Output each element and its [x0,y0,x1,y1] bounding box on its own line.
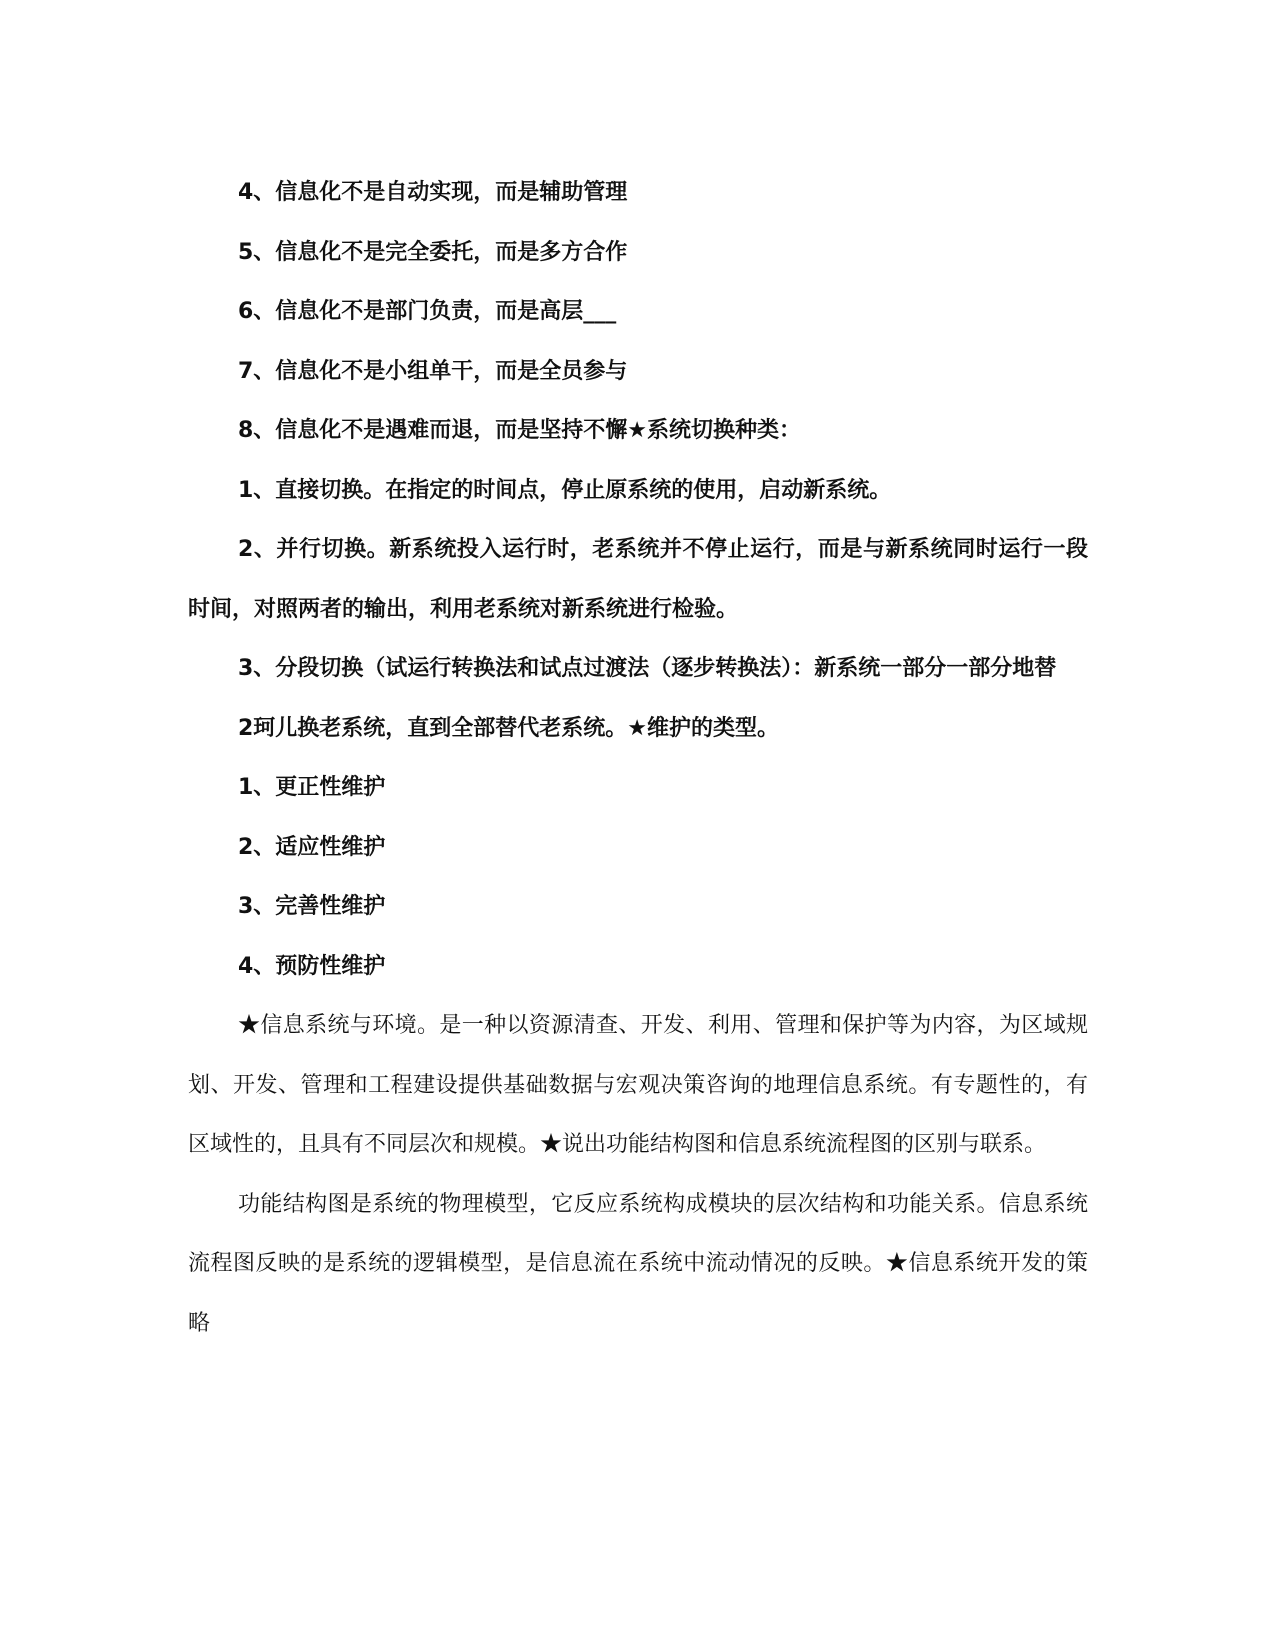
paragraph-5: 8、信息化不是遇难而退，而是坚持不懈★系统切换种类： [238,418,802,443]
paragraph-14: ★信息系统与环境。是一种以资源清查、开发、利用、管理和保护等为内容，为区域规划、开发、管理和工程建设提供基础数据与宏观决策咨询的地理信息系统。有专题性的，有区域性的，且具有不同层次和规模。★说出功能结构图和信息系统流程图的区别与联系。 [188,1013,1088,1157]
paragraph-11: 2、适应性维护 [238,834,386,860]
paragraph-15: 功能结构图是系统的物理模型，它反应系统构成模块的层次结构和功能关系。信息系统流程图反映的是系统的逻辑模型，是信息流在系统中流动情况的反映。★信息系统开发的策略 [188,1191,1088,1336]
paragraph-10: 1、更正性维护 [238,775,386,800]
paragraph-2: 5、信息化不是完全委托，而是多方合作 [238,239,628,265]
paragraph-1: 4、信息化不是自动实现，而是辅助管理 [238,180,628,205]
paragraph-8: 3、分段切换（试运行转换法和试点过渡法（逐步转换法）：新系统一部分一部分地替 [238,656,1057,681]
paragraph-7: 2、并行切换。新系统投入运行时，老系统并不停止运行，而是与新系统同时运行一段时间，对照两者的输出，利用老系统对新系统进行检验。 [188,537,1088,622]
document-body [188,163,1088,1353]
paragraph-13: 4、预防性维护 [238,953,386,979]
paragraph-12: 3、完善性维护 [238,894,386,919]
paragraph-6: 1、直接切换。在指定的时间点，停止原系统的使用，启动新系统。 [238,477,892,503]
paragraph-9: 2珂儿换老系统，直到全部替代老系统。★维护的类型。 [238,715,780,741]
paragraph-3: 6、信息化不是部门负责，而是高层___ [238,299,617,324]
paragraph-4: 7、信息化不是小组单干，而是全员参与 [238,358,628,384]
